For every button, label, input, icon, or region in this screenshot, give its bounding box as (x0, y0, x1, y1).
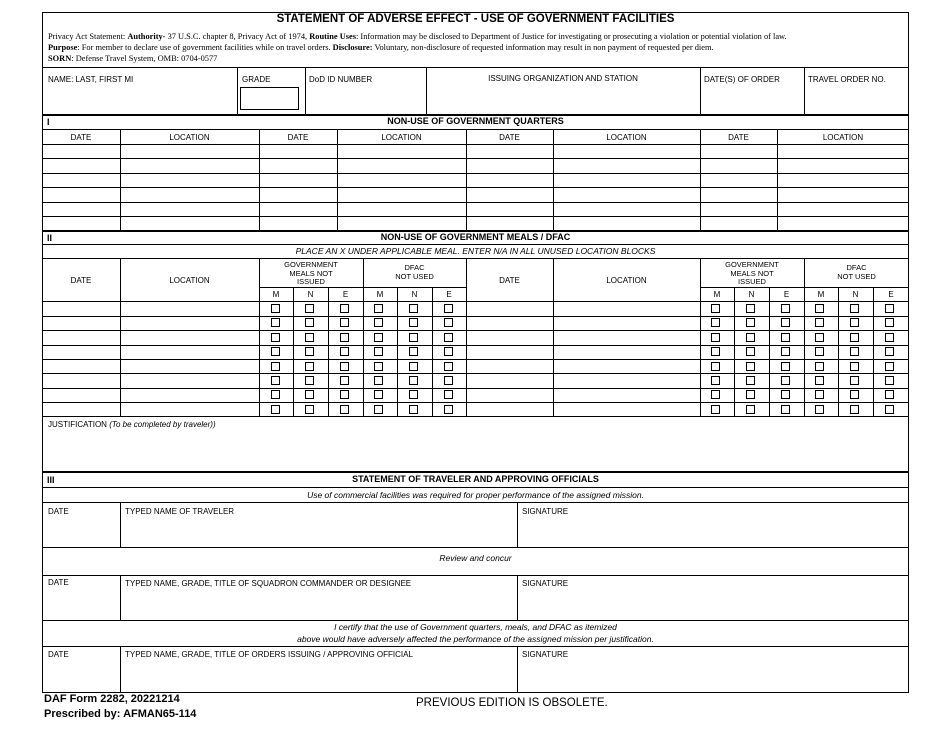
dfac-e-checkbox[interactable] (444, 376, 453, 385)
official-date-label: DATE (48, 650, 69, 659)
traveler-date-label: DATE (48, 507, 69, 516)
commander-name-field[interactable] (122, 590, 516, 618)
dfac-n-checkbox[interactable] (409, 318, 418, 327)
official-signature-label: SIGNATURE (522, 650, 569, 659)
gov-meals-m-checkbox[interactable] (711, 304, 720, 313)
dfac-m-checkbox[interactable] (815, 390, 824, 399)
gov-meals-e-checkbox[interactable] (340, 376, 349, 385)
dfac-n-checkbox[interactable] (409, 304, 418, 313)
dfac-n-checkbox[interactable] (850, 318, 859, 327)
justification-label: JUSTIFICATION (To be completed by traveler)) (48, 420, 216, 429)
meal-label-e: E (888, 290, 894, 299)
dfac-m-checkbox[interactable] (374, 362, 383, 371)
dfac-m-checkbox[interactable] (815, 347, 824, 356)
meal-label-e: E (446, 290, 452, 299)
gov-meals-m-checkbox[interactable] (271, 390, 280, 399)
dfac-n-checkbox[interactable] (409, 405, 418, 414)
gov-meals-n-checkbox[interactable] (746, 304, 755, 313)
section1-number: I (47, 117, 50, 127)
traveler-name-field[interactable] (122, 518, 516, 546)
dfac-n-checkbox[interactable] (850, 304, 859, 313)
commander-signature-label: SIGNATURE (522, 579, 569, 588)
gov-meals-m-checkbox[interactable] (271, 347, 280, 356)
section1-col-date-4: DATE (728, 133, 749, 142)
gov-meals-n-checkbox[interactable] (305, 318, 314, 327)
section2-gov-meals-header-2: GOVERNMENT MEALS NOT ISSUED (725, 260, 779, 286)
dodid-field[interactable] (307, 86, 425, 112)
dfac-e-checkbox[interactable] (444, 405, 453, 414)
dfac-m-checkbox[interactable] (815, 405, 824, 414)
gov-meals-n-checkbox[interactable] (746, 362, 755, 371)
gov-meals-e-checkbox[interactable] (781, 333, 790, 342)
justification-field[interactable] (43, 431, 908, 469)
commander-signature-field[interactable] (519, 590, 908, 618)
org-field[interactable] (428, 86, 699, 112)
meal-label-n: N (411, 290, 418, 299)
gov-meals-n-checkbox[interactable] (746, 333, 755, 342)
dfac-e-checkbox[interactable] (885, 405, 894, 414)
traveler-signature-label: SIGNATURE (522, 507, 569, 516)
dfac-n-checkbox[interactable] (850, 405, 859, 414)
prescribed-by: Prescribed by: AFMAN65-114 (44, 708, 197, 720)
gov-meals-n-checkbox[interactable] (305, 362, 314, 371)
section2-date-header-1: DATE (70, 276, 92, 285)
commander-name-label: TYPED NAME, GRADE, TITLE OF SQUADRON COMMANDER OR DESIGNEE (125, 579, 412, 588)
dfac-n-checkbox[interactable] (409, 376, 418, 385)
gov-meals-m-checkbox[interactable] (711, 347, 720, 356)
section1-col-date-2: DATE (287, 133, 309, 142)
certify-text-line2: above would have adversely affected the performance of the assigned mission per justification. (297, 634, 654, 644)
dfac-n-checkbox[interactable] (850, 362, 859, 371)
dfac-m-checkbox[interactable] (374, 347, 383, 356)
obsolete-notice: PREVIOUS EDITION IS OBSOLETE. (416, 697, 608, 709)
meal-label-m: M (272, 290, 280, 299)
dfac-m-checkbox[interactable] (374, 318, 383, 327)
dfac-n-checkbox[interactable] (850, 390, 859, 399)
gov-meals-e-checkbox[interactable] (781, 362, 790, 371)
gov-meals-n-checkbox[interactable] (746, 318, 755, 327)
gov-meals-e-checkbox[interactable] (340, 362, 349, 371)
travel-order-label: TRAVEL ORDER NO. (808, 75, 886, 84)
meal-label-n: N (852, 290, 859, 299)
section1-title: NON-USE OF GOVERNMENT QUARTERS (387, 116, 564, 126)
dfac-e-checkbox[interactable] (444, 318, 453, 327)
section2-gov-meals-header-1: GOVERNMENT MEALS NOT ISSUED (284, 260, 338, 286)
gov-meals-e-checkbox[interactable] (340, 333, 349, 342)
section3-title: STATEMENT OF TRAVELER AND APPROVING OFFICIALS (352, 474, 599, 484)
gov-meals-n-checkbox[interactable] (746, 390, 755, 399)
name-field[interactable] (43, 86, 235, 112)
dfac-m-checkbox[interactable] (815, 304, 824, 313)
section2-location-header-2: LOCATION (606, 276, 647, 285)
gov-meals-e-checkbox[interactable] (340, 390, 349, 399)
gov-meals-m-checkbox[interactable] (271, 318, 280, 327)
gov-meals-n-checkbox[interactable] (305, 304, 314, 313)
gov-meals-m-checkbox[interactable] (711, 390, 720, 399)
dfac-m-checkbox[interactable] (374, 333, 383, 342)
gov-meals-n-checkbox[interactable] (305, 333, 314, 342)
gov-meals-m-checkbox[interactable] (271, 405, 280, 414)
grade-field[interactable] (240, 87, 299, 110)
gov-meals-n-checkbox[interactable] (746, 376, 755, 385)
review-concur-text: Review and concur (439, 553, 512, 563)
dodid-label: DoD ID NUMBER (309, 75, 373, 84)
official-name-field[interactable] (122, 662, 516, 691)
grade-label: GRADE (242, 75, 271, 84)
dfac-e-checkbox[interactable] (444, 347, 453, 356)
dfac-n-checkbox[interactable] (409, 347, 418, 356)
section2-date-header-2: DATE (499, 276, 520, 285)
certify-text-line1: I certify that the use of Government quarters, meals, and DFAC as itemized (334, 622, 617, 632)
dfac-n-checkbox[interactable] (409, 333, 418, 342)
dates-of-order-field[interactable] (702, 86, 803, 112)
section2-location-header-1: LOCATION (169, 276, 210, 285)
meal-label-n: N (748, 290, 755, 299)
dfac-e-checkbox[interactable] (885, 333, 894, 342)
org-label: ISSUING ORGANIZATION AND STATION (488, 74, 638, 83)
meal-label-m: M (376, 290, 384, 299)
meal-label-n: N (307, 290, 314, 299)
gov-meals-m-checkbox[interactable] (271, 376, 280, 385)
official-date-field[interactable] (43, 662, 119, 691)
traveler-signature-field[interactable] (519, 518, 908, 546)
gov-meals-m-checkbox[interactable] (271, 333, 280, 342)
traveler-date-field[interactable] (43, 518, 119, 546)
section2-number: II (47, 233, 53, 243)
dfac-e-checkbox[interactable] (885, 318, 894, 327)
dfac-e-checkbox[interactable] (444, 390, 453, 399)
gov-meals-e-checkbox[interactable] (781, 318, 790, 327)
gov-meals-m-checkbox[interactable] (711, 362, 720, 371)
dfac-m-checkbox[interactable] (374, 405, 383, 414)
dfac-m-checkbox[interactable] (815, 333, 824, 342)
traveler-statement: Use of commercial facilities was required for proper performance of the assigned mission. (307, 490, 644, 500)
section3-number: III (47, 475, 55, 485)
gov-meals-m-checkbox[interactable] (271, 362, 280, 371)
section2-title: NON-USE OF GOVERNMENT MEALS / DFAC (380, 232, 571, 242)
section2-dfac-header-1: DFAC NOT USED (395, 263, 434, 281)
section2-instruction: PLACE AN X UNDER APPLICABLE MEAL. ENTER N/A IN ALL UNUSED LOCATION BLOCKS (295, 246, 656, 256)
dfac-e-checkbox[interactable] (444, 304, 453, 313)
gov-meals-m-checkbox[interactable] (711, 376, 720, 385)
meal-label-m: M (713, 290, 721, 299)
dfac-n-checkbox[interactable] (409, 362, 418, 371)
form-id: DAF Form 2282, 20221214 (44, 693, 180, 705)
section1-col-date-3: DATE (499, 133, 520, 142)
privacy-act-statement: Privacy Act Statement: Authority- 37 U.S.C. chapter 8, Privacy Act of 1974, Routine Uses: Information may be disclosed to Department of Justice for investigating or prosecuting a violation or potential violation of law. (48, 32, 787, 41)
section1-col-location-2: LOCATION (381, 133, 422, 142)
section2-dfac-header-2: DFAC NOT USED (837, 263, 876, 281)
gov-meals-e-checkbox[interactable] (781, 405, 790, 414)
dfac-e-checkbox[interactable] (444, 333, 453, 342)
dfac-m-checkbox[interactable] (815, 318, 824, 327)
dfac-n-checkbox[interactable] (850, 347, 859, 356)
traveler-name-label: TYPED NAME OF TRAVELER (125, 507, 235, 516)
name-label: NAME: LAST, FIRST MI (48, 75, 134, 84)
gov-meals-e-checkbox[interactable] (340, 405, 349, 414)
dfac-m-checkbox[interactable] (374, 390, 383, 399)
gov-meals-m-checkbox[interactable] (711, 318, 720, 327)
gov-meals-n-checkbox[interactable] (305, 405, 314, 414)
form-title: STATEMENT OF ADVERSE EFFECT - USE OF GOVERNMENT FACILITIES (276, 13, 675, 25)
dfac-m-checkbox[interactable] (815, 376, 824, 385)
gov-meals-n-checkbox[interactable] (305, 376, 314, 385)
commander-date-label: DATE (48, 578, 69, 587)
dfac-n-checkbox[interactable] (850, 376, 859, 385)
dfac-m-checkbox[interactable] (374, 376, 383, 385)
gov-meals-m-checkbox[interactable] (711, 405, 720, 414)
gov-meals-n-checkbox[interactable] (746, 405, 755, 414)
gov-meals-e-checkbox[interactable] (781, 304, 790, 313)
meal-label-m: M (817, 290, 825, 299)
dfac-e-checkbox[interactable] (885, 362, 894, 371)
purpose-statement: Purpose: For member to declare use of government facilities while on travel orders. Disclosure: Voluntary, non-disclosure of requested information may result in non payment of requested per diem. (48, 43, 714, 52)
official-name-label: TYPED NAME, GRADE, TITLE OF ORDERS ISSUING / APPROVING OFFICIAL (125, 650, 413, 659)
section1-col-location-3: LOCATION (606, 133, 647, 142)
section1-col-location-1: LOCATION (169, 133, 210, 142)
dfac-e-checkbox[interactable] (444, 362, 453, 371)
gov-meals-m-checkbox[interactable] (271, 304, 280, 313)
official-signature-field[interactable] (519, 662, 908, 691)
dfac-e-checkbox[interactable] (885, 347, 894, 356)
gov-meals-e-checkbox[interactable] (781, 376, 790, 385)
dfac-e-checkbox[interactable] (885, 390, 894, 399)
dfac-m-checkbox[interactable] (815, 362, 824, 371)
travel-order-field[interactable] (806, 86, 908, 112)
dfac-m-checkbox[interactable] (374, 304, 383, 313)
dates-of-order-label: DATE(S) OF ORDER (704, 75, 780, 84)
gov-meals-e-checkbox[interactable] (340, 304, 349, 313)
gov-meals-n-checkbox[interactable] (305, 390, 314, 399)
meal-label-e: E (342, 290, 349, 299)
dfac-n-checkbox[interactable] (409, 390, 418, 399)
commander-date-field[interactable] (43, 590, 119, 618)
gov-meals-e-checkbox[interactable] (781, 347, 790, 356)
gov-meals-n-checkbox[interactable] (746, 347, 755, 356)
dfac-e-checkbox[interactable] (885, 304, 894, 313)
gov-meals-e-checkbox[interactable] (781, 390, 790, 399)
gov-meals-e-checkbox[interactable] (340, 318, 349, 327)
sorn-statement: SORN: Defense Travel System, OMB: 0704-0577 (48, 54, 218, 63)
dfac-e-checkbox[interactable] (885, 376, 894, 385)
section1-col-location-4: LOCATION (822, 133, 864, 142)
meal-label-e: E (783, 290, 790, 299)
dfac-n-checkbox[interactable] (850, 333, 859, 342)
gov-meals-m-checkbox[interactable] (711, 333, 720, 342)
gov-meals-n-checkbox[interactable] (305, 347, 314, 356)
section1-col-date-1: DATE (70, 133, 92, 142)
gov-meals-e-checkbox[interactable] (340, 347, 349, 356)
